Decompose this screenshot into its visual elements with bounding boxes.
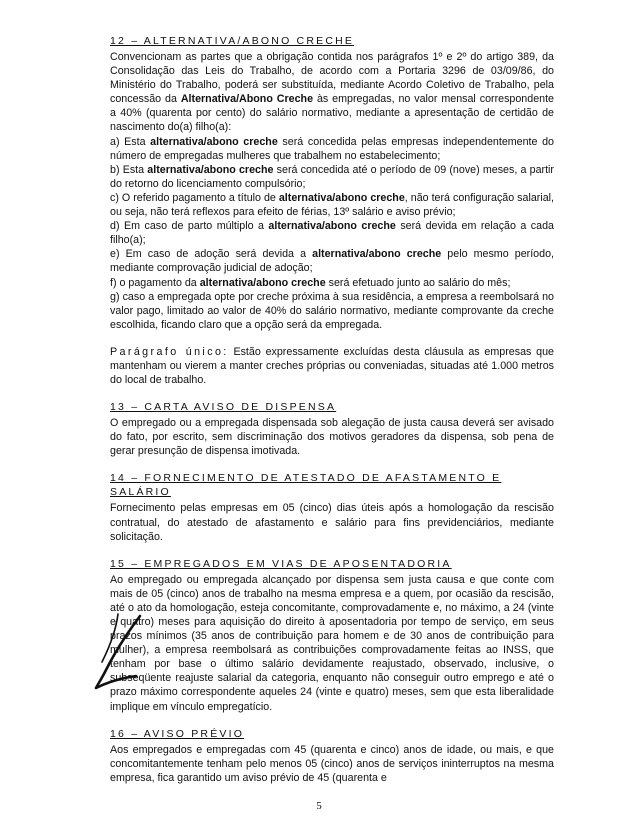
section-12-item-f: f) o pagamento da alternativa/abono creche será efetuado junto ao salário do mês; xyxy=(110,276,511,289)
section-12-item-c: c) O referido pagamento a título de alternativa/abono creche, não terá configuração salarial, ou seja, não terá reflexos para efeito de férias, 13º salário e aviso prévio; xyxy=(110,191,554,219)
section-14-heading: 14 – FORNECIMENTO DE ATESTADO DE AFASTAMENTO E SALÁRIO xyxy=(110,472,502,499)
section-12-item-a: a) Esta alternativa/abono creche será concedida pelas empresas independentemente do número de empregadas mulheres que trabalhem no estabelecimento; xyxy=(110,135,554,162)
section-12-paragrafo-unico: Parágrafo único: Estão expressamente excluídas desta cláusula as empresas que mantenham ou vierem a manter creches próprias ou conveniadas, situadas até 1.000 metros do local de trabalho. xyxy=(110,345,554,387)
section-12-intro: Convencionam as partes que a obrigação contida nos parágrafos 1º e 2º do artigo 389, da Consolidação das Leis do Trabalho, de acordo com a Portaria 3296 de 03/09/86, do Ministério do Trabalho, poderá ser substituída, mediante Acordo Coletivo de Trabalho, pela concessão da Alternativa/Abono Creche às empregadas, no valor mensal correspondente a 40% (quarenta por cento) do salário normativo, mediante a apresentação de certidão de nascimento do(a) filho(a): xyxy=(110,51,555,134)
section-15-heading: 15 – EMPREGADOS EM VIAS DE APOSENTADORIA xyxy=(110,557,452,570)
section-12-heading: 12 – ALTERNATIVA/ABONO CRECHE xyxy=(110,35,355,47)
section-12-item-e: e) Em caso de adoção será devida a alternativa/abono creche pelo mesmo período, mediante comprovação judicial de adoção; xyxy=(110,248,554,275)
section-13-heading: 13 – CARTA AVISO DE DISPENSA xyxy=(110,401,337,414)
section-15-text: Ao empregado ou empregada alcançado por dispensa sem justa causa e que conte com mais de 05 (cinco) anos de trabalho na mesma empresa e a quem, por ocasião da rescisão, até o ato da homologação, esteja concomitante, comprovadamente e, no máximo, a 24 (vinte e quatro) meses para aquisição do direito à aposentadoria por tempo de serviço, em seus prazos mínimos (35 anos de contribuição para homem e de 30 anos de contribuição para mulher), a empresa reembolsará as contribuições comprovadamente feitas ao INSS, que tenham por base o último salário devidamente reajustado, observado, inclusive, o subseqüente reajuste salarial da categoria, enquanto não conseguir outro emprego e até o prazo máximo correspondente aqueles 24 (vinte e quatro) meses, sem que esta liberalidade implique em vínculo empregatício. xyxy=(110,573,554,713)
section-13-text: O empregado ou a empregada dispensada sob alegação de justa causa deverá ser avisado do fato, por escrito, sem discriminação dos motivos geradores da dispensa, sob pena de gerar presunção de dispensa imotivada. xyxy=(110,417,554,458)
section-16-text: Aos empregados e empregadas com 45 (quarenta e cinco) anos de idade, ou mais, e que concomitantemente tenham pelo menos 05 (cinco) anos de serviços ininterruptos na mesma empresa, fica garantido um aviso prévio de 45 (quarenta e xyxy=(110,743,554,784)
section-16-heading: 16 – AVISO PRÉVIO xyxy=(110,727,245,740)
section-14-text: Fornecimento pelas empresas em 05 (cinco) dias úteis após a homologação da rescisão contratual, do atestado de afastamento e salário para fins previdenciários, mediante solicitação. xyxy=(110,502,554,543)
section-12-item-d: d) Em caso de parto múltiplo a alternativa/abono creche será devida em relação a cada filho(a); xyxy=(110,220,554,247)
page-number: 5 xyxy=(316,800,322,812)
section-12-item-b: b) Esta alternativa/abono creche será concedida até o período de 09 (nove) meses, a partir do retorno do licenciamento compulsório; xyxy=(110,163,554,190)
handwritten-signature xyxy=(88,612,178,692)
section-12-item-g: g) caso a empregada opte por creche próxima à sua residência, a empresa a reembolsará no valor pago, limitado ao valor de 40% do salário normativo, mediante comprovante da creche escolhida, ficando claro que a opção será da empregada. xyxy=(110,290,554,331)
